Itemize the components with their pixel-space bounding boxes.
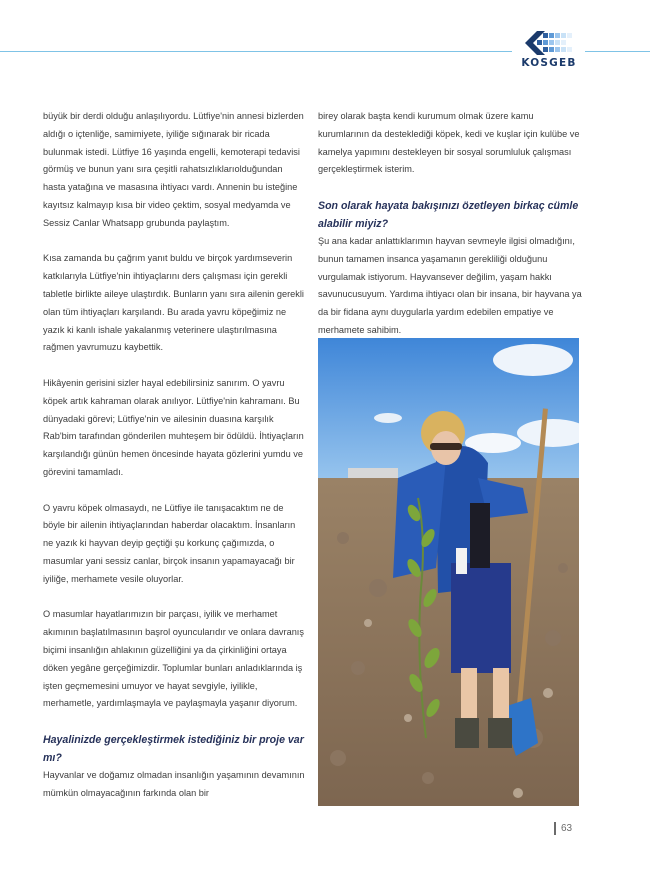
logo-text: KOSGEB (521, 57, 577, 69)
header-rule-left (0, 51, 512, 52)
kosgeb-logo-icon (523, 30, 575, 56)
photo-woman-planting-sapling (318, 338, 579, 806)
paragraph: büyük bir derdi olduğu anlaşılıyordu. Lütfiye'nin annesi bizlerden aldığı o içtenliğe, samimiyete, iyiliğe sığınarak bir ricada bulunmak istedi. Lütfiye 16 yaşında engelli, kemoterapi tedavisi görmüş ve bunun yanı sıra çeşitli rahatsızlıklarıolduğundan hasta yatağına ve masasına ihtiyacı vardı. Annenin bu isteğine kayıtsız kalmayıp kısa bir video çektim, sosyal medyamda ve Sessiz Canlar Whatsapp grubunda paylaştım. (43, 111, 304, 228)
left-column (43, 108, 305, 802)
paragraph: O yavru köpek olmasaydı, ne Lütfiye ile tanışacaktım ne de böyle bir ailenin ihtiyaçlarından haberdar olacaktım. İnsanların ne yazık ki hayvan deyip geçtiği şu korkunç çağımızda, o masumlar yani sessiz canlar, birçok insanın yapamayacağı bir iyiliğe, merhamete vesile oluyorlar. (43, 502, 296, 584)
right-column (318, 108, 586, 340)
header-rule-right (585, 51, 650, 52)
paragraph: Kısa zamanda bu çağrım yanıt buldu ve birçok yardımseverin katkılarıyla Lütfiye'nin ihtiyaçlarını ders çalışması için gerekli tabletle birlikte aileye ulaştırdık. Bunların yanı sıra ailenin gerekli olan tüm ihtiyaçları karşılandı. Bu arada yavru köpeğimiz ne yazık ki kanlı ishale yakalanmış veterinere ulaştırılmasına rağmen yavrumuzu kaybettik. (43, 253, 304, 353)
kosgeb-logo (517, 30, 581, 70)
paragraph: Hayvanlar ve doğamız olmadan insanlığın yaşamının devamının mümkün olmayacağının farkında olan bir (43, 769, 305, 798)
paragraph: Şu ana kadar anlattıklarımın hayvan sevmeyle ilgisi olmadığını, bunun tamamen insanca yaşamanın gerekliliği olduğunu vurgulamak istiyorum. Hayvansever değilim, yaşam hakkı savunucusuyum. Yardıma ihtiyacı olan bir insana, bir hayvana ya da bir fidana aynı duygularla yardım edebilen empatiye ve merhamete sahibim. (318, 235, 582, 335)
paragraph: O masumlar hayatlarımızın bir parçası, iyilik ve merhamet akımının başlatılmasının başrol oyuncularıdır ve onlara davranış biçimi insanlığın ahlakının güzelliğini ya da çirkinliğini ortaya döken yegâne gerçeğimizdir. Toplumlar bunları anladıklarında iş işten geçmemesini umuyor ve hayat sevgiyle, iyilikle, merhametle, yardımlaşmayla ve paylaşmayla yaşanır diyorum. (43, 609, 304, 709)
interview-question-heading: Son olarak hayata bakışınızı özetleyen birkaç cümle alabilir miyiz? (318, 199, 579, 230)
page-number-bar (554, 822, 556, 835)
paragraph: birey olarak başta kendi kurumum olmak üzere kamu kurumlarının da desteklediği köpek, kedi ve kuşlar için kulübe ve kamelya yapımını destekleyen bir sosyal sorumluluk çalışması gerçekleştirmek isterim. (318, 111, 580, 175)
page-number (554, 822, 572, 835)
interview-question-heading: Hayalinizde gerçekleştirmek istediğiniz bir proje var mı? (43, 733, 304, 764)
paragraph: Hikâyenin gerisini sizler hayal edebilirsiniz sanırım. O yavru köpek artık kahraman olarak anılıyor. Lütfiye'nin kahramanı. Bu dünyadaki görevi; Lütfiye'nin ve ailesinin duasına karşılık Rab'bim tarafından gönderilen muhteşem bir ödüldü. İhtiyaçların karşılandığı günün hemen öncesinde hayata gözlerini yumdu ve görevini tamamladı. (43, 377, 304, 477)
photo-image (318, 338, 579, 806)
page-number-text: 63 (561, 823, 573, 835)
